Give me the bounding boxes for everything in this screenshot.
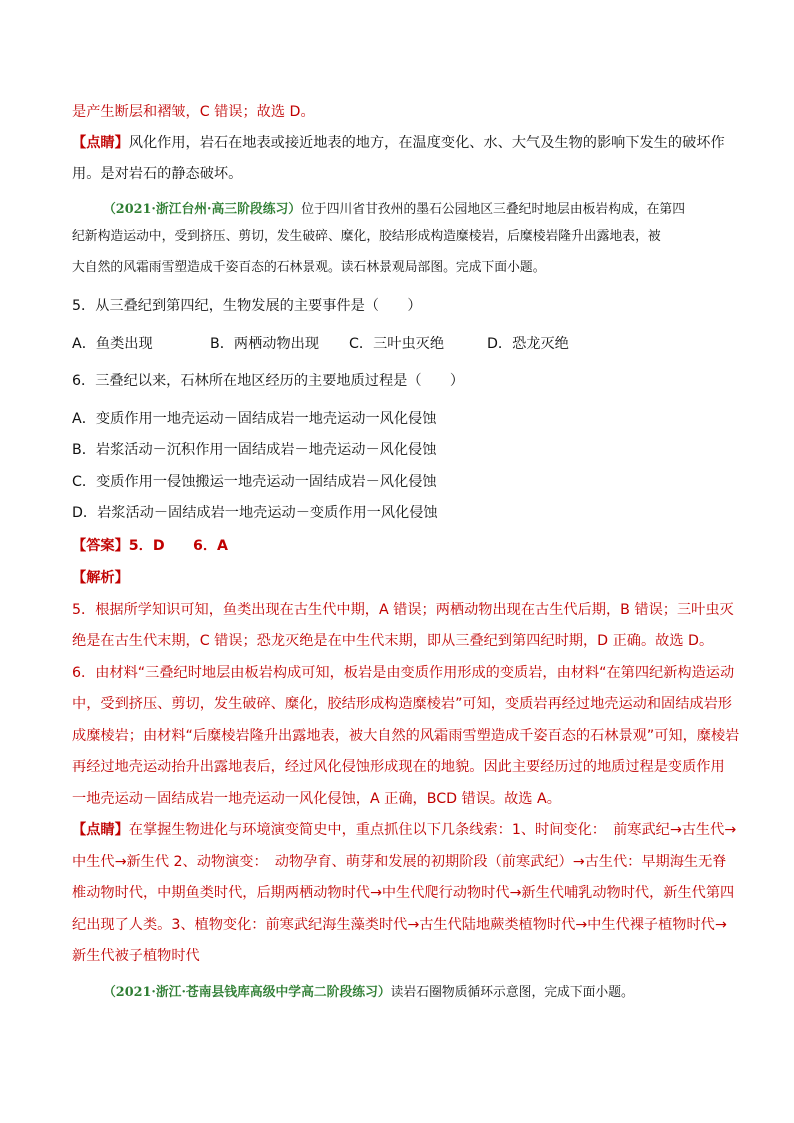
material-intro-1 <box>103 198 723 221</box>
analysis-6-line3: 成糜棱岩；由材料“后糜棱岩隆升出露地表，被大自然的风霜雨雪塑造成千姿百态的石林景观”可知，糜棱岩 <box>72 728 740 744</box>
q6-option-d: D．岩浆活动－固结成岩一地壳运动－变质作用一风化侵蚀 <box>72 505 438 521</box>
tip2-line2: 中生代→新生代 2、动物演变： 动物孕育、萌芽和发展的初期阶段（前寒武纪）→古生代：早期海生无脊 <box>72 854 727 870</box>
tip-text: 风化作用，岩石在地表或接近地表的地方，在温度变化、水、大气及生物的影响下发生的破坏作 <box>128 135 725 151</box>
question-6-stem: 6．三叠纪以来，石林所在地区经历的主要地质过程是（ ） <box>72 373 465 389</box>
tip2-line5: 新生代被子植物时代 <box>72 948 200 964</box>
material-text: 位于四川省甘孜州的墨石公园地区三叠纪时地层由板岩构成，在第四 <box>301 202 685 217</box>
material-intro-2 <box>103 981 723 1004</box>
tip-tag: 【点睛】 <box>72 135 129 151</box>
prev-answer-tail: 是产生断层和褶皱，C 错误；故选 D。 <box>72 104 315 120</box>
answer-text: 5．D 6．A <box>128 538 229 554</box>
q6-option-b: B．岩浆活动－沉积作用一固结成岩－地壳运动－风化侵蚀 <box>72 442 437 458</box>
analysis-6-line1: 6．由材料“三叠纪时地层由板岩构成可知，板岩是由变质作用形成的变质岩，由材料“在第四纪新构造运动 <box>72 665 735 681</box>
tip-paragraph-1 <box>72 132 724 154</box>
question-5-stem: 5．从三叠纪到第四纪，生物发展的主要事件是（ ） <box>72 298 422 314</box>
q5-option-a: A．鱼类出现 <box>72 336 153 352</box>
tip-text-line2: 用。是对岩石的静态破坏。 <box>72 166 243 182</box>
q5-option-c: C．三叶虫灭绝 <box>349 336 445 352</box>
analysis-5-line1: 5．根据所学知识可知，鱼类出现在古生代中期，A 错误；两栖动物出现在古生代后期，B 错误；三叶虫灭 <box>72 602 734 618</box>
analysis-6-line5: 一地壳运动－固结成岩一地壳运动一风化侵蚀，A 正确，BCD 错误。故选 A。 <box>72 791 561 807</box>
analysis-5-line2: 绝是在古生代末期，C 错误；恐龙灭绝是在中生代末期，即从三叠纪到第四纪时期，D 正确。故选 D。 <box>72 633 714 649</box>
source-label-2: （2021·浙江·苍南县钱库高级中学高二阶段练习） <box>103 985 391 1000</box>
tip-tag-2: 【点睛】 <box>72 822 129 838</box>
q5-option-d: D．恐龙灭绝 <box>487 336 569 352</box>
q5-option-b: B．两栖动物出现 <box>210 336 320 352</box>
material-text-line2: 纪新构造运动中，受到挤压、剪切，发生破碎、糜化，胶结形成构造糜棱岩，后糜棱岩隆升出露地表，被 <box>72 229 661 244</box>
q6-option-c: C．变质作用一侵蚀搬运一地壳运动一固结成岩－风化侵蚀 <box>72 474 437 490</box>
analysis-6-line4: 再经过地壳运动抬升出露地表后，经过风化侵蚀形成现在的地貌。因此主要经历过的地质过程是变质作用 <box>72 759 725 775</box>
material-text-2: 读岩石圈物质循环示意图，完成下面小题。 <box>390 985 634 1000</box>
tip2-line4: 纪出现了人类。3、植物变化：前寒武纪海生藻类时代→古生代陆地蕨类植物时代→中生代裸子植物时代→ <box>72 917 727 933</box>
answer-tag: 【答案】 <box>72 538 129 554</box>
source-label: （2021·浙江台州·高三阶段练习） <box>103 202 302 217</box>
tip-text-2: 在掌握生物进化与环境演变简史中，重点抓住以下几条线索：1、时间变化： 前寒武纪→古生代→ <box>128 822 737 838</box>
tip-paragraph-2 <box>72 819 737 841</box>
tip2-line3: 椎动物时代，中期鱼类时代，后期两栖动物时代→中生代爬行动物时代→新生代哺乳动物时代，新生代第四 <box>72 885 735 901</box>
analysis-6-line2: 中，受到挤压、剪切，发生破碎、糜化，胶结形成构造糜棱岩”可知，变质岩再经过地壳运动和固结成岩形 <box>72 696 732 712</box>
analysis-tag: 【解析】 <box>72 570 129 586</box>
answer-line <box>72 535 724 557</box>
material-text-line3: 大自然的风霜雨雪塑造成千姿百态的石林景观。读石林景观局部图。完成下面小题。 <box>72 260 546 275</box>
q6-option-a: A．变质作用一地壳运动－固结成岩一地壳运动一风化侵蚀 <box>72 411 437 427</box>
